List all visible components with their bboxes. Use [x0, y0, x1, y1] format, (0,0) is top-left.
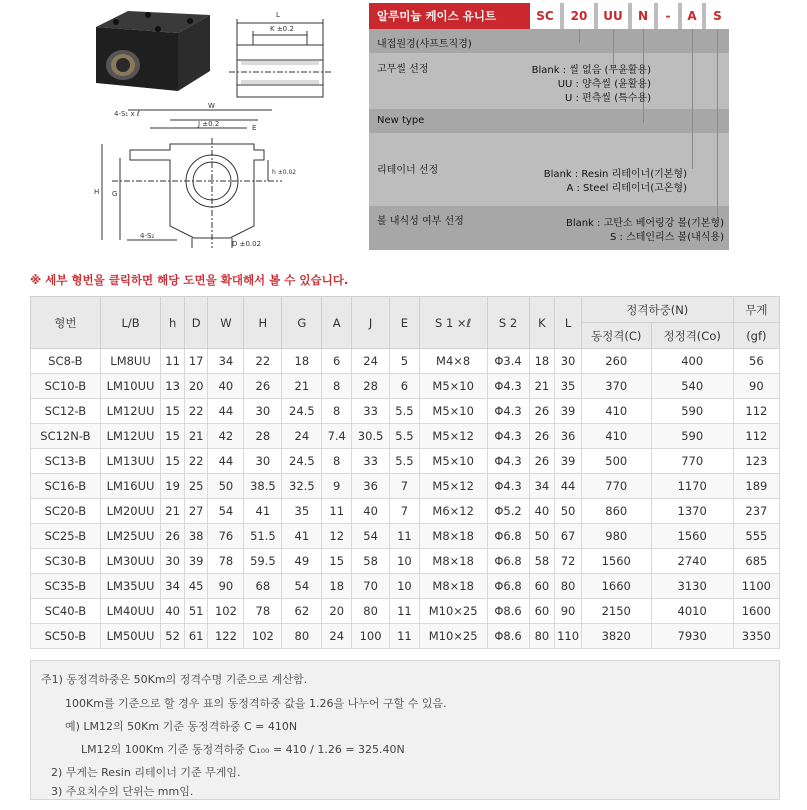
- code-leader-size: [579, 29, 580, 43]
- table-cell: 54: [352, 524, 390, 549]
- table-cell: 76: [208, 524, 244, 549]
- table-cell: M5×10: [419, 399, 487, 424]
- table-cell: 22: [244, 349, 282, 374]
- table-cell: 122: [208, 624, 244, 649]
- table-cell: 19: [161, 474, 185, 499]
- seal-option-u: U : 편측씰 (특수용): [565, 93, 651, 104]
- col-header: h: [161, 297, 185, 349]
- table-cell: 44: [555, 474, 582, 499]
- table-cell: LM20UU: [100, 499, 161, 524]
- table-cell: 30: [244, 399, 282, 424]
- table-cell: 770: [651, 449, 733, 474]
- table-cell: 3820: [581, 624, 651, 649]
- table-cell: 590: [651, 424, 733, 449]
- table-cell: Φ5.2: [487, 499, 529, 524]
- table-cell: 34: [208, 349, 244, 374]
- table-cell: 59.5: [244, 549, 282, 574]
- table-cell: 102: [208, 599, 244, 624]
- front-label-d: D ±0.02: [232, 240, 262, 248]
- model-cell[interactable]: SC8-B: [31, 349, 101, 374]
- table-cell: 4010: [651, 599, 733, 624]
- table-cell: 11: [161, 349, 185, 374]
- table-cell: M5×12: [419, 424, 487, 449]
- note-1-detail: 100Km를 기준으로 할 경우 표의 동정격하중 값을 1.26을 나누어 구할 수 있음.: [65, 697, 447, 710]
- table-cell: Φ6.8: [487, 549, 529, 574]
- table-cell: 50: [555, 499, 582, 524]
- table-cell: 40: [161, 599, 185, 624]
- new-type-label: New type: [377, 115, 425, 126]
- model-cell[interactable]: SC50-B: [31, 624, 101, 649]
- col-header: A: [322, 297, 352, 349]
- table-cell: 112: [733, 424, 779, 449]
- code-part-type: N: [632, 3, 654, 29]
- ball-option-stainless: S : 스테인리스 볼(내식용): [610, 232, 724, 243]
- col-header: S 1 ×ℓ: [419, 297, 487, 349]
- table-cell: 123: [733, 449, 779, 474]
- table-cell: 26: [529, 424, 555, 449]
- model-cell[interactable]: SC25-B: [31, 524, 101, 549]
- table-cell: Φ4.3: [487, 449, 529, 474]
- table-cell: 8: [322, 449, 352, 474]
- col-header: L: [555, 297, 582, 349]
- table-cell: 540: [651, 374, 733, 399]
- table-cell: 50: [529, 524, 555, 549]
- note-1-example-calc: LM12의 100Km 기준 동정격하중 C₁₀₀ = 410 / 1.26 = 325.40N: [81, 743, 405, 756]
- front-label-w: W: [208, 102, 215, 110]
- table-cell: 18: [282, 349, 322, 374]
- seal-title: 고무씰 선정: [377, 64, 429, 75]
- table-cell: 15: [161, 424, 185, 449]
- side-label-l: L: [276, 11, 280, 19]
- table-cell: 80: [282, 624, 322, 649]
- front-label-h: H: [94, 188, 100, 196]
- click-instruction: ※ 세부 형번을 클릭하면 해당 도면을 확대해서 볼 수 있습니다.: [30, 273, 349, 287]
- table-cell: 980: [581, 524, 651, 549]
- table-cell: 39: [555, 449, 582, 474]
- table-cell: 2150: [581, 599, 651, 624]
- code-part-retainer: A: [682, 3, 702, 29]
- model-cell[interactable]: SC35-B: [31, 574, 101, 599]
- table-cell: Φ4.3: [487, 424, 529, 449]
- model-cell[interactable]: SC16-B: [31, 474, 101, 499]
- weight-header: 무게: [733, 297, 779, 323]
- table-cell: 32.5: [282, 474, 322, 499]
- notes-box: [30, 660, 780, 800]
- table-cell: M8×18: [419, 574, 487, 599]
- front-label-s2: 4-S₂: [140, 232, 155, 240]
- load-sub-header: 동정격(C): [581, 323, 651, 349]
- table-cell: 60: [529, 574, 555, 599]
- table-row[interactable]: [31, 449, 780, 474]
- col-header: S 2: [487, 297, 529, 349]
- table-cell: 36: [352, 474, 390, 499]
- table-cell: 370: [581, 374, 651, 399]
- table-cell: 11: [390, 524, 420, 549]
- table-cell: 590: [651, 399, 733, 424]
- table-cell: 20: [322, 599, 352, 624]
- table-cell: M10×25: [419, 599, 487, 624]
- spec-table: [30, 296, 780, 649]
- col-header: L/B: [100, 297, 161, 349]
- diameter-label: 내접원경(샤프트직경): [377, 39, 472, 50]
- table-cell: M10×25: [419, 624, 487, 649]
- table-cell: 80: [352, 599, 390, 624]
- table-row[interactable]: [31, 374, 780, 399]
- table-cell: LM12UU: [100, 399, 161, 424]
- table-cell: 860: [581, 499, 651, 524]
- table-cell: 62: [282, 599, 322, 624]
- table-cell: 100: [352, 624, 390, 649]
- retainer-option-resin: Blank : Resin 리테이너(기본형): [543, 169, 687, 180]
- front-view-drawing: [82, 98, 312, 250]
- table-cell: 1170: [651, 474, 733, 499]
- table-cell: 26: [529, 399, 555, 424]
- table-cell: 410: [581, 424, 651, 449]
- table-cell: 5.5: [390, 449, 420, 474]
- col-header: J: [352, 297, 390, 349]
- col-header: D: [184, 297, 208, 349]
- table-row[interactable]: [31, 499, 780, 524]
- table-cell: 6: [322, 349, 352, 374]
- table-cell: 5.5: [390, 424, 420, 449]
- model-cell[interactable]: SC10-B: [31, 374, 101, 399]
- table-cell: 78: [208, 549, 244, 574]
- code-leader-ball: [717, 29, 718, 221]
- table-cell: 25: [184, 474, 208, 499]
- table-cell: 110: [555, 624, 582, 649]
- model-cell[interactable]: SC30-B: [31, 549, 101, 574]
- table-cell: 26: [161, 524, 185, 549]
- table-cell: 35: [282, 499, 322, 524]
- table-cell: 50: [208, 474, 244, 499]
- side-label-k: K ±0.2: [270, 25, 294, 33]
- table-cell: M6×12: [419, 499, 487, 524]
- table-cell: 22: [184, 399, 208, 424]
- table-cell: 10: [390, 549, 420, 574]
- table-cell: 52: [161, 624, 185, 649]
- code-leader-retainer: [692, 29, 693, 169]
- table-cell: LM16UU: [100, 474, 161, 499]
- table-cell: 44: [208, 449, 244, 474]
- table-cell: 34: [161, 574, 185, 599]
- table-cell: 41: [244, 499, 282, 524]
- table-cell: 36: [555, 424, 582, 449]
- code-title: 알루미늄 케이스 유니트: [369, 3, 530, 29]
- table-cell: 56: [733, 349, 779, 374]
- table-cell: 9: [322, 474, 352, 499]
- table-cell: 102: [244, 624, 282, 649]
- table-row[interactable]: [31, 349, 780, 374]
- table-row[interactable]: [31, 574, 780, 599]
- table-cell: 15: [161, 399, 185, 424]
- table-cell: 400: [651, 349, 733, 374]
- table-cell: M5×12: [419, 474, 487, 499]
- table-cell: 30: [161, 549, 185, 574]
- table-cell: 30: [555, 349, 582, 374]
- table-row[interactable]: [31, 399, 780, 424]
- table-cell: Φ3.4: [487, 349, 529, 374]
- note-3: 3) 주요치수의 단위는 mm임.: [51, 785, 194, 798]
- table-cell: LM10UU: [100, 374, 161, 399]
- table-cell: 260: [581, 349, 651, 374]
- side-view-drawing: [225, 5, 335, 105]
- table-cell: LM12UU: [100, 424, 161, 449]
- model-cell[interactable]: SC12-B: [31, 399, 101, 424]
- table-cell: 500: [581, 449, 651, 474]
- table-row[interactable]: [31, 474, 780, 499]
- table-cell: 555: [733, 524, 779, 549]
- table-cell: 22: [184, 449, 208, 474]
- table-cell: 40: [352, 499, 390, 524]
- table-cell: 410: [581, 399, 651, 424]
- table-cell: 26: [244, 374, 282, 399]
- table-cell: 51.5: [244, 524, 282, 549]
- code-header: [369, 3, 729, 29]
- table-cell: LM40UU: [100, 599, 161, 624]
- table-cell: 35: [555, 374, 582, 399]
- code-part-sc: SC: [530, 3, 560, 29]
- model-cell[interactable]: SC40-B: [31, 599, 101, 624]
- table-cell: 44: [208, 399, 244, 424]
- table-cell: 1560: [581, 549, 651, 574]
- top-section: [0, 0, 807, 262]
- table-cell: 685: [733, 549, 779, 574]
- table-cell: 38: [184, 524, 208, 549]
- table-row[interactable]: [31, 599, 780, 624]
- table-cell: 1100: [733, 574, 779, 599]
- code-part-dash: -: [658, 3, 678, 29]
- note-2: 2) 무게는 Resin 리테이너 기준 무게임.: [51, 766, 241, 779]
- table-cell: LM25UU: [100, 524, 161, 549]
- table-cell: 8: [322, 374, 352, 399]
- model-cell[interactable]: SC12N-B: [31, 424, 101, 449]
- table-cell: 21: [529, 374, 555, 399]
- product-photo: [88, 5, 216, 95]
- table-cell: 8: [322, 399, 352, 424]
- table-cell: 18: [529, 349, 555, 374]
- table-cell: 15: [322, 549, 352, 574]
- table-cell: 41: [282, 524, 322, 549]
- note-1-example: 예) LM12의 50Km 기준 동정격하중 C = 410N: [65, 720, 298, 733]
- front-label-e: E: [252, 124, 257, 132]
- table-cell: 42: [208, 424, 244, 449]
- front-label-g: G: [112, 190, 118, 198]
- table-cell: 90: [208, 574, 244, 599]
- code-part-size: 20: [564, 3, 594, 29]
- table-cell: Φ4.3: [487, 399, 529, 424]
- table-cell: 40: [529, 499, 555, 524]
- ball-option-carbon: Blank : 고탄소 베어링강 볼(기본형): [565, 218, 724, 229]
- retainer-title: 리테이너 선정: [377, 165, 439, 176]
- table-cell: 770: [581, 474, 651, 499]
- table-cell: Φ4.3: [487, 474, 529, 499]
- table-cell: 20: [184, 374, 208, 399]
- table-cell: LM30UU: [100, 549, 161, 574]
- table-cell: LM50UU: [100, 624, 161, 649]
- load-sub-header: 정정격(Co): [651, 323, 733, 349]
- table-cell: 67: [555, 524, 582, 549]
- table-cell: 39: [184, 549, 208, 574]
- table-cell: Φ8.6: [487, 599, 529, 624]
- table-cell: 1600: [733, 599, 779, 624]
- table-cell: 1560: [651, 524, 733, 549]
- table-cell: 1370: [651, 499, 733, 524]
- code-part-seal: UU: [598, 3, 628, 29]
- table-cell: 237: [733, 499, 779, 524]
- table-cell: 28: [244, 424, 282, 449]
- table-cell: 7: [390, 474, 420, 499]
- table-cell: 28: [352, 374, 390, 399]
- table-cell: 5.5: [390, 399, 420, 424]
- table-cell: 2740: [651, 549, 733, 574]
- table-cell: 34: [529, 474, 555, 499]
- table-cell: 51: [184, 599, 208, 624]
- table-cell: M5×10: [419, 449, 487, 474]
- table-cell: 11: [390, 624, 420, 649]
- model-cell[interactable]: SC13-B: [31, 449, 101, 474]
- table-cell: LM35UU: [100, 574, 161, 599]
- table-cell: 90: [733, 374, 779, 399]
- table-cell: 1660: [581, 574, 651, 599]
- table-row[interactable]: [31, 624, 780, 649]
- table-cell: 30: [244, 449, 282, 474]
- table-cell: 58: [529, 549, 555, 574]
- table-cell: LM8UU: [100, 349, 161, 374]
- code-part-ball: S: [706, 3, 729, 29]
- table-cell: 7930: [651, 624, 733, 649]
- col-header: W: [208, 297, 244, 349]
- table-row[interactable]: [31, 424, 780, 449]
- col-header: 형번: [31, 297, 101, 349]
- product-code-panel: [369, 3, 729, 250]
- table-cell: 90: [555, 599, 582, 624]
- seal-option-uu: UU : 양측씰 (윤활용): [557, 79, 651, 90]
- table-cell: LM13UU: [100, 449, 161, 474]
- table-cell: 54: [282, 574, 322, 599]
- table-cell: 5: [390, 349, 420, 374]
- table-cell: Φ4.3: [487, 374, 529, 399]
- table-cell: 112: [733, 399, 779, 424]
- retainer-option-steel: A : Steel 리테이너(고온형): [566, 183, 687, 194]
- table-cell: 72: [555, 549, 582, 574]
- table-cell: 21: [282, 374, 322, 399]
- front-label-j: J ±0.2: [198, 120, 220, 128]
- table-cell: 13: [161, 374, 185, 399]
- table-cell: 15: [161, 449, 185, 474]
- ball-title: 볼 내식성 여부 선정: [377, 216, 464, 227]
- table-cell: 3130: [651, 574, 733, 599]
- table-cell: 24: [282, 424, 322, 449]
- table-cell: 24.5: [282, 399, 322, 424]
- table-cell: 68: [244, 574, 282, 599]
- model-cell[interactable]: SC20-B: [31, 499, 101, 524]
- table-cell: 78: [244, 599, 282, 624]
- table-cell: Φ6.8: [487, 574, 529, 599]
- table-cell: 80: [555, 574, 582, 599]
- table-cell: 189: [733, 474, 779, 499]
- table-cell: 61: [184, 624, 208, 649]
- load-header: 정격하중(N): [581, 297, 733, 323]
- table-cell: 17: [184, 349, 208, 374]
- table-cell: 49: [282, 549, 322, 574]
- table-cell: Φ6.8: [487, 524, 529, 549]
- table-row[interactable]: [31, 524, 780, 549]
- col-header: E: [390, 297, 420, 349]
- note-1: 주1) 동정격하중은 50Km의 정격수명 기준으로 계산함.: [41, 673, 308, 686]
- table-cell: 21: [184, 424, 208, 449]
- col-header: G: [282, 297, 322, 349]
- table-cell: 26: [529, 449, 555, 474]
- table-cell: 21: [161, 499, 185, 524]
- table-cell: M5×10: [419, 374, 487, 399]
- front-label-s1: 4-S₁ x ℓ: [114, 110, 140, 118]
- table-cell: 24: [352, 349, 390, 374]
- table-cell: 60: [529, 599, 555, 624]
- table-cell: 24.5: [282, 449, 322, 474]
- table-cell: 6: [390, 374, 420, 399]
- table-row[interactable]: [31, 549, 780, 574]
- table-cell: 80: [529, 624, 555, 649]
- col-header: H: [244, 297, 282, 349]
- table-cell: 27: [184, 499, 208, 524]
- col-header: K: [529, 297, 555, 349]
- table-cell: 12: [322, 524, 352, 549]
- table-cell: Φ8.6: [487, 624, 529, 649]
- table-cell: 58: [352, 549, 390, 574]
- front-label-h-small: h ±0.02: [272, 169, 297, 176]
- table-cell: 11: [390, 599, 420, 624]
- table-cell: 18: [322, 574, 352, 599]
- table-cell: M8×18: [419, 549, 487, 574]
- seal-option-blank: Blank : 씰 없음 (무윤활용): [531, 65, 651, 76]
- table-cell: 24: [322, 624, 352, 649]
- weight-unit: (gf): [733, 323, 779, 349]
- table-cell: 70: [352, 574, 390, 599]
- table-cell: 7: [390, 499, 420, 524]
- table-cell: 7.4: [322, 424, 352, 449]
- table-cell: 38.5: [244, 474, 282, 499]
- table-cell: 33: [352, 399, 390, 424]
- table-cell: 11: [322, 499, 352, 524]
- table-cell: 10: [390, 574, 420, 599]
- table-cell: 40: [208, 374, 244, 399]
- table-cell: 39: [555, 399, 582, 424]
- table-cell: M4×8: [419, 349, 487, 374]
- table-cell: 33: [352, 449, 390, 474]
- table-cell: 3350: [733, 624, 779, 649]
- table-cell: M8×18: [419, 524, 487, 549]
- table-cell: 30.5: [352, 424, 390, 449]
- table-cell: 45: [184, 574, 208, 599]
- table-cell: 54: [208, 499, 244, 524]
